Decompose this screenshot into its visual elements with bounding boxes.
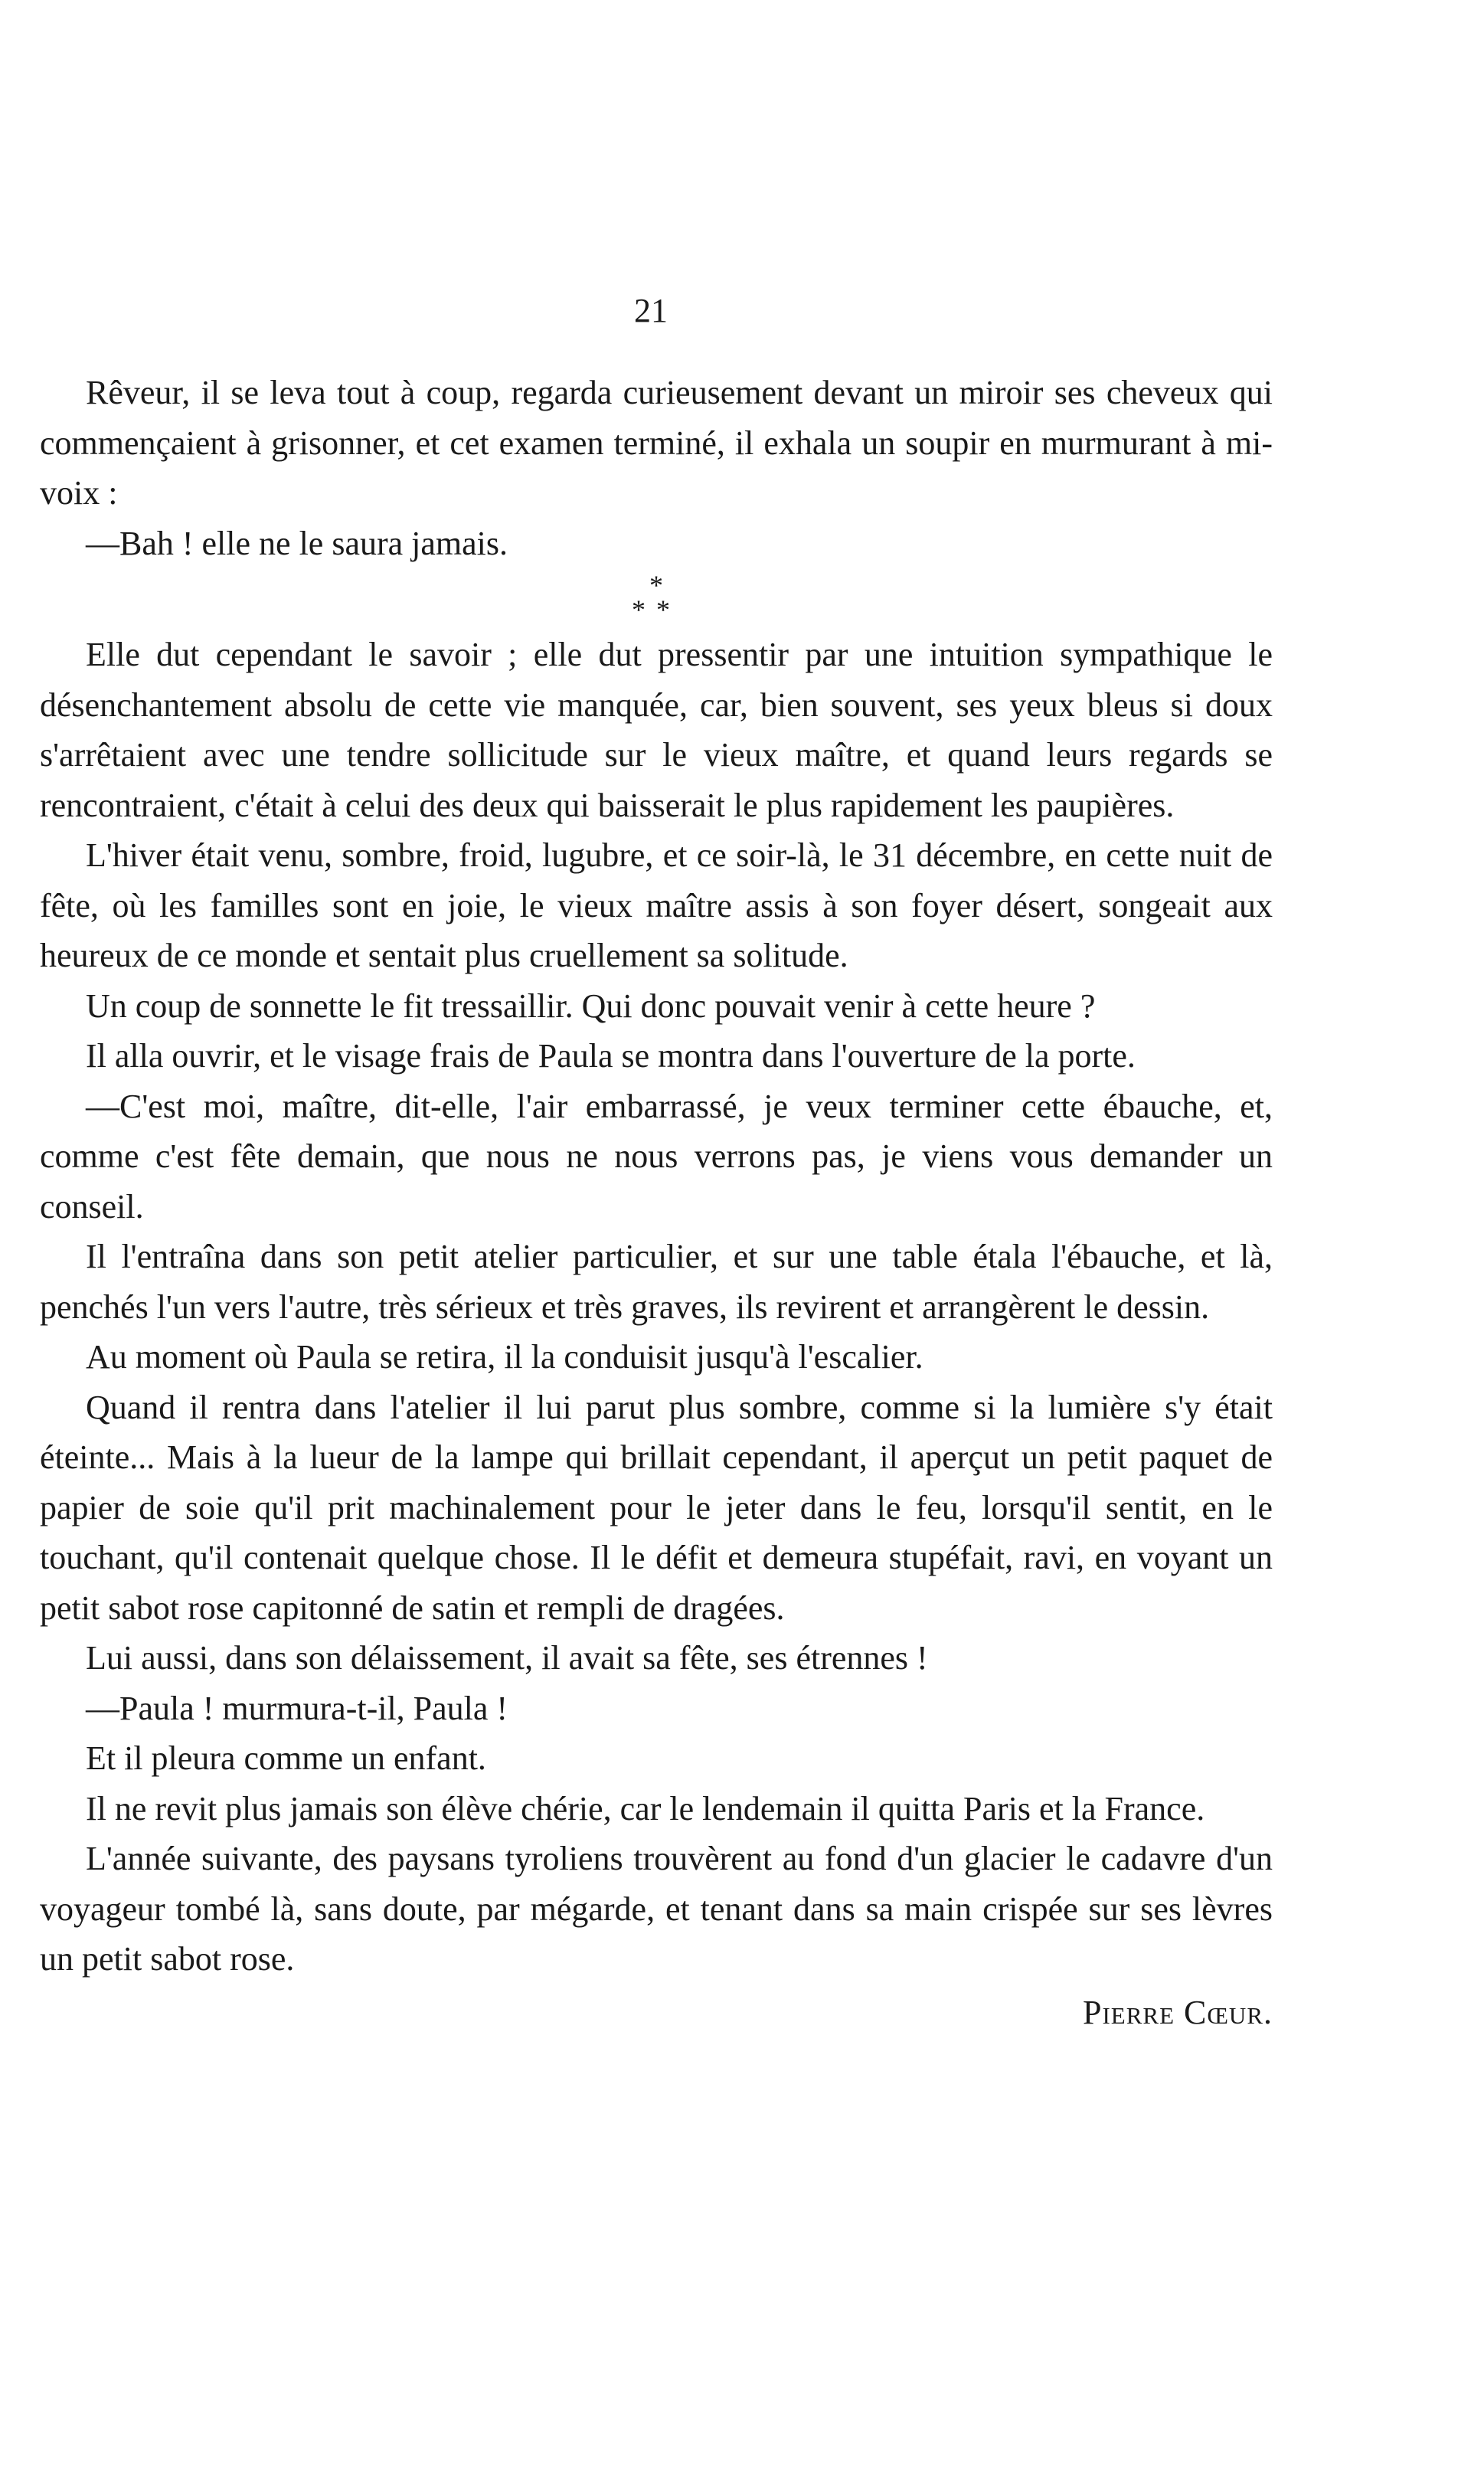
asterism-bottom: ** [632,594,681,625]
section-break-asterism [40,568,1273,630]
paragraph: Lui aussi, dans son délaissement, il avait sa fête, ses étrennes ! [86,1639,928,1677]
paragraph: Un coup de sonnette le fit tressaillir. Qui donc pouvait venir à cette heure ? [86,987,1096,1025]
paragraph: —Paula ! murmura-t-il, Paula ! [86,1689,508,1727]
paragraph: Et il pleura comme un enfant. [86,1739,486,1777]
paragraph: Il ne revit plus jamais son élève chérie, car le lendemain il quitta Paris et la France. [86,1789,1205,1827]
paragraph: L'hiver était venu, sombre, froid, lugubre, et ce soir-là, le 31 décembre, en cette nuit de fête, où les familles sont en joie, le vieux maître assis à son foyer désert, songeait aux heureux de ce monde et sentait plus cruellement sa solitude. [40,836,1273,974]
page-number: 21 [634,292,668,329]
paragraph: Rêveur, il se leva tout à coup, regarda curieusement devant un miroir ses cheveux qui commençaient à grisonner, et cet examen terminé, il exhala un soupir en murmurant à mi-voix : [40,374,1273,512]
body-text [40,368,1273,2037]
paragraph: Il alla ouvrir, et le visage frais de Paula se montra dans l'ouverture de la porte. [86,1037,1136,1075]
paragraph: Au moment où Paula se retira, il la conduisit jusqu'à l'escalier. [86,1338,923,1376]
paragraph: L'année suivante, des paysans tyroliens trouvèrent au fond d'un glacier le cadavre d'un voyageur tombé là, sans doute, par mégarde, et tenant dans sa main crispée sur ses lèvres un petit sabot rose. [40,1840,1273,1978]
paragraph: —Bah ! elle ne le saura jamais. [86,524,508,562]
paragraph: Elle dut cependant le savoir ; elle dut pressentir par une intuition sympathique le désenchantement absolu de cette vie manquée, car, bien souvent, ses yeux bleus si doux s'arrêtaient avec une tendre sollicitude sur le vieux maître, et quand leurs regards se rencontraient, c'était à celui des deux qui baisserait le plus rapidement les paupières. [40,636,1273,824]
author-signature: Pierre Cœur. [1083,1993,1273,2031]
paragraph: —C'est moi, maître, dit-elle, l'air embarrassé, je veux terminer cette ébauche, et, comme c'est fête demain, que nous ne nous verrons pas, je viens vous demander un conseil. [40,1087,1273,1225]
paragraph: Quand il rentra dans l'atelier il lui parut plus sombre, comme si la lumière s'y était éteinte... Mais à la lueur de la lampe qui brillait cependant, il aperçut un petit paquet de papier de soie qu'il prit machinalement pour le jeter dans le feu, lorsqu'il sentit, en le touchant, qu'il contenait quelque chose. Il le défit et demeura stupéfait, ravi, en voyant un petit sabot rose capitonné de satin et rempli de dragées. [40,1388,1273,1627]
asterism-top: * [649,570,663,600]
paragraph: Il l'entraîna dans son petit atelier particulier, et sur une table étala l'ébauche, et là, penchés l'un vers l'autre, très sérieux et très graves, ils revirent et arrangèrent le dessin. [40,1238,1273,1326]
